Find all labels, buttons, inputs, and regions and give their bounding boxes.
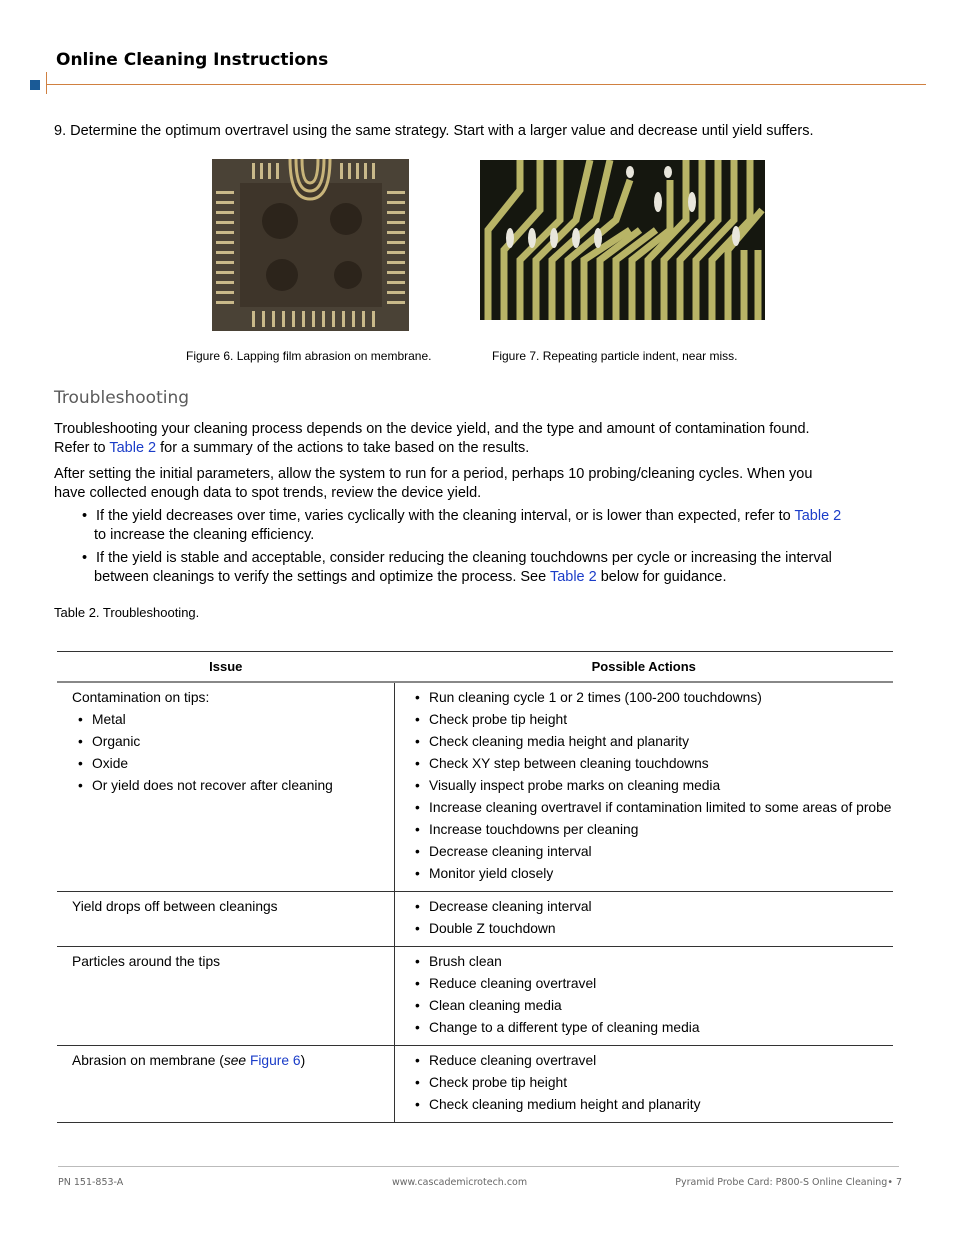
bullet-marker: •: [415, 800, 420, 815]
action-text: Brush clean: [429, 954, 502, 969]
action-text: Check probe tip height: [429, 1075, 568, 1090]
action-item: [415, 797, 893, 819]
bullet-item-1: [82, 507, 902, 545]
bullet-marker: •: [415, 690, 420, 705]
figure-6-image: [212, 159, 409, 331]
bullet-marker: •: [415, 844, 420, 859]
action-text: Decrease cleaning interval: [429, 899, 592, 914]
table-row: [57, 947, 893, 1046]
issue-text: [72, 1050, 394, 1072]
table-2-link[interactable]: Table 2: [549, 569, 597, 585]
action-text: Decrease cleaning interval: [429, 844, 592, 859]
actions-cell: [395, 682, 894, 892]
issue-item-text: Oxide: [92, 756, 129, 771]
action-text: Reduce cleaning overtravel: [429, 976, 597, 991]
action-text: Reduce cleaning overtravel: [429, 1053, 597, 1068]
footer-page-info: Pyramid Probe Card: P800-S Online Cleaning• 7: [675, 1177, 902, 1188]
paragraph-1: [54, 420, 904, 458]
bullet-marker: •: [415, 1053, 420, 1068]
step-9-text: 9. Determine the optimum overtravel using the same strategy. Start with a larger value and decrease until yield suffers.: [54, 123, 814, 139]
issue-item-text: Metal: [92, 712, 126, 727]
table-row: [57, 682, 893, 892]
action-item: [415, 731, 893, 753]
action-item: [415, 775, 893, 797]
issue-cell: [57, 682, 395, 892]
actions-cell: [395, 947, 894, 1046]
bullet-2-text: If the yield is stable and acceptable, consider reducing the cleaning touchdowns per cycle or increasing the interval: [96, 550, 832, 566]
bullet-marker: •: [78, 712, 83, 727]
bullet-marker: •: [415, 976, 420, 991]
bullet-marker: •: [415, 822, 420, 837]
issue-list-item: [72, 775, 394, 797]
action-item: [415, 918, 893, 940]
action-item: [415, 687, 893, 709]
issue-cell: [57, 947, 395, 1046]
issue-item-text: Or yield does not recover after cleaning: [92, 778, 333, 793]
issue-text-start: Abrasion on membrane (: [72, 1053, 224, 1068]
table-2-link[interactable]: Table 2: [109, 440, 157, 456]
bullet-marker: •: [78, 734, 83, 749]
table-2-link[interactable]: Table 2: [794, 508, 842, 524]
table-header-row: [57, 652, 893, 683]
issue-cell: [57, 892, 395, 947]
issue-list-item: [72, 731, 394, 753]
column-header-issue: Issue: [57, 652, 395, 683]
issue-list-item: [72, 753, 394, 775]
bullet-marker: •: [78, 778, 83, 793]
footer-part-number: PN 151-853-A: [58, 1177, 124, 1188]
action-text: Check XY step between cleaning touchdowns: [429, 756, 709, 771]
paragraph-1-text-end: for a summary of the actions to take based on the results.: [156, 440, 530, 456]
bullet-marker: •: [415, 1097, 420, 1112]
action-text: Monitor yield closely: [429, 866, 554, 881]
paragraph-2-line-2: have collected enough data to spot trends, review the device yield.: [54, 485, 482, 501]
action-text: Visually inspect probe marks on cleaning media: [429, 778, 721, 793]
paragraph-1-text: Refer to: [54, 440, 110, 456]
figure-7-caption: Figure 7. Repeating particle indent, near miss.: [492, 349, 738, 363]
action-text: Double Z touchdown: [429, 921, 556, 936]
bullet-marker: •: [415, 712, 420, 727]
action-item: [415, 709, 893, 731]
bullet-marker: •: [82, 550, 88, 566]
bullet-marker: •: [415, 778, 420, 793]
footer-rule: [58, 1166, 899, 1167]
issue-item-text: Organic: [92, 734, 141, 749]
page-header-title: Online Cleaning Instructions: [56, 50, 329, 70]
issue-text: Particles around the tips: [72, 954, 221, 969]
action-item: [415, 819, 893, 841]
bullet-2-continuation-text: between cleanings to verify the settings and optimize the process. See: [94, 569, 550, 585]
table-row: [57, 892, 893, 947]
section-heading: Troubleshooting: [54, 388, 190, 408]
figure-7-image: [480, 160, 765, 320]
issue-list-item: [72, 709, 394, 731]
bullet-marker: •: [82, 508, 88, 524]
bullet-marker: •: [415, 756, 420, 771]
actions-cell: [395, 892, 894, 947]
bullet-marker: •: [415, 998, 420, 1013]
issue-see-text: see: [223, 1053, 247, 1068]
action-text: Check cleaning media height and planarity: [429, 734, 690, 749]
bullet-marker: •: [415, 734, 420, 749]
paragraph-2-line-1: After setting the initial parameters, allow the system to run for a period, perhaps 10 probing/cleaning cycles. When you: [54, 466, 813, 482]
action-text: Increase cleaning overtravel if contamination limited to some areas of probe: [429, 800, 892, 815]
action-item: [415, 1072, 893, 1094]
bullet-marker: •: [415, 866, 420, 881]
action-text: Check probe tip height: [429, 712, 568, 727]
action-text: Increase touchdowns per cleaning: [429, 822, 639, 837]
header-square-icon: [30, 80, 40, 90]
action-item: [415, 1094, 893, 1116]
header-rule: [46, 84, 926, 85]
action-item: [415, 951, 893, 973]
action-text: Change to a different type of cleaning media: [429, 1020, 700, 1035]
bullet-marker: •: [415, 921, 420, 936]
action-item: [415, 1050, 893, 1072]
bullet-item-2: [82, 549, 902, 587]
paragraph-1-line-1: Troubleshooting your cleaning process depends on the device yield, and the type and amount of contamination found.: [54, 421, 810, 437]
actions-cell: [395, 1046, 894, 1123]
action-item: [415, 1017, 893, 1039]
table-caption: Table 2. Troubleshooting.: [54, 605, 200, 620]
bullet-2-continuation-end: below for guidance.: [596, 569, 727, 585]
issue-text: Contamination on tips:: [72, 690, 210, 705]
action-item: [415, 995, 893, 1017]
footer-website-link[interactable]: www.cascademicrotech.com: [392, 1177, 528, 1188]
action-item: [415, 841, 893, 863]
issue-cell: [57, 1046, 395, 1123]
header-vertical-rule: [46, 72, 47, 94]
figure-6-caption: Figure 6. Lapping film abrasion on membrane.: [186, 349, 432, 363]
troubleshooting-table: [57, 651, 893, 1123]
column-header-actions: Possible Actions: [395, 652, 894, 683]
action-text: Check cleaning medium height and planarity: [429, 1097, 701, 1112]
paragraph-2: [54, 465, 904, 503]
issue-text: Yield drops off between cleanings: [72, 899, 278, 914]
bullet-1-continuation: to increase the cleaning efficiency.: [94, 527, 315, 543]
bullet-2-continuation: [82, 568, 902, 587]
issue-text-end: ): [300, 1053, 306, 1068]
paragraph-1-line-2: [54, 439, 904, 458]
bullet-1-text: If the yield decreases over time, varies cyclically with the cleaning interval, or is lower than expected, refer to: [96, 508, 795, 524]
bullet-marker: •: [415, 1075, 420, 1090]
action-item: [415, 863, 893, 885]
action-text: Run cleaning cycle 1 or 2 times (100-200 touchdowns): [429, 690, 762, 705]
figure-7-graphic: [480, 160, 765, 320]
figure-6-graphic: [212, 159, 409, 331]
figure-6-link[interactable]: Figure 6: [249, 1053, 301, 1068]
bullet-marker: •: [415, 899, 420, 914]
action-item: [415, 896, 893, 918]
table-row: [57, 1046, 893, 1123]
bullet-marker: •: [78, 756, 83, 771]
bullet-marker: •: [415, 1020, 420, 1035]
action-item: [415, 753, 893, 775]
action-text: Clean cleaning media: [429, 998, 562, 1013]
action-item: [415, 973, 893, 995]
bullet-marker: •: [415, 954, 420, 969]
